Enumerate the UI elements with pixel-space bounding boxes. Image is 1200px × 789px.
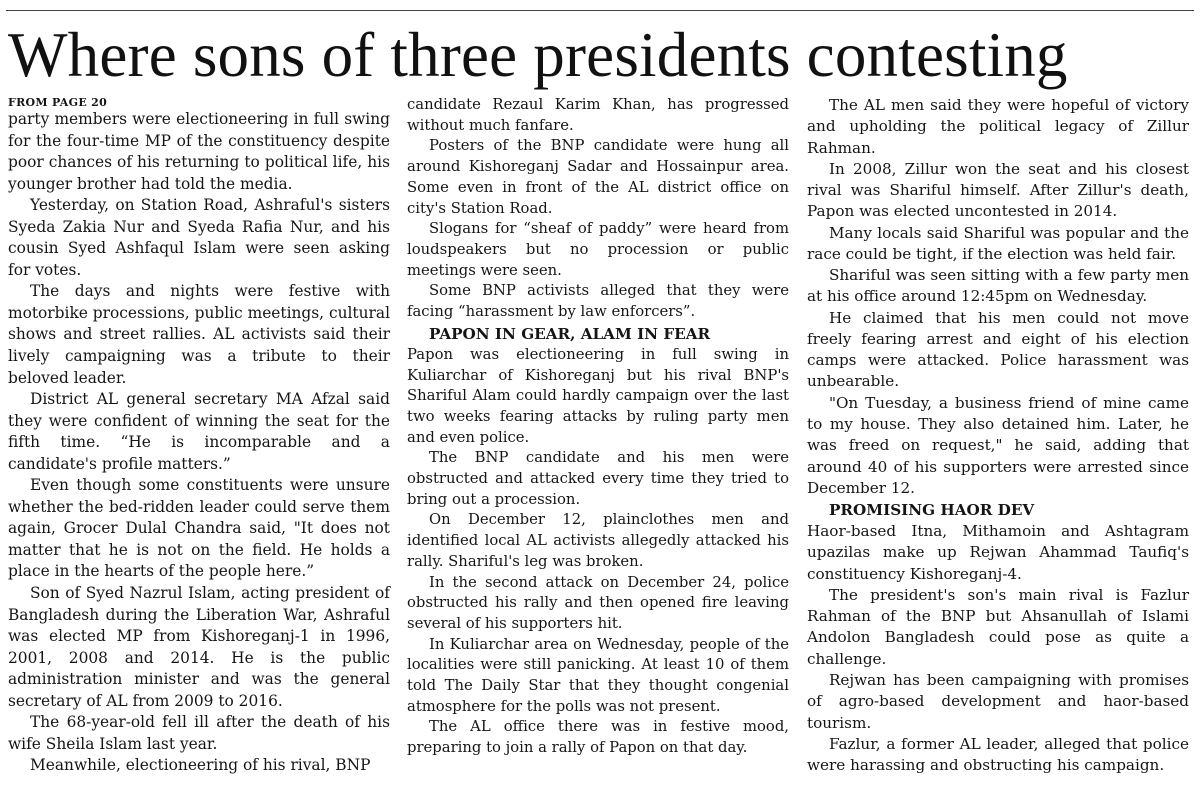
article-paragraph: party members were electioneering in full swing for the four-time MP of the constituency despite poor chances of his returning to political life, his younger brother had told the media. [8,110,390,193]
article-paragraph: District AL general secretary MA Afzal said they were confident of winning the seat for the fifth time. “He is incomparable and a candidate's profile matters.” [8,390,390,473]
headline: Where sons of three presidents contesting [8,20,1068,90]
article-paragraph: Papon was electioneering in full swing in Kuliarchar of Kishoreganj but his rival BNP's Shariful Alam could hardly campaign over the last two weeks fearing attacks by ruling party men and even police. [407,345,789,446]
from-page-label: FROM PAGE 20 [8,96,108,109]
subheading: PAPON IN GEAR, ALAM IN FEAR [429,324,711,343]
article-paragraph: The BNP candidate and his men were obstructed and attacked every time they tried to bring out a procession. [407,449,789,508]
article-paragraph: The president's son's main rival is Fazlur Rahman of the BNP but Ahsanullah of Islami Andolon Bangladesh could pose as quite a challenge. [807,585,1189,668]
article-paragraph: "On Tuesday, a business friend of mine came to my house. They also detained him. Later, he was freed on request," he said, adding that around 40 of his supporters were arrested since December 12. [807,393,1189,497]
article-paragraph: Many locals said Shariful was popular and the race could be tight, if the election was held fair. [807,223,1189,263]
article-paragraph: In 2008, Zillur won the seat and his closest rival was Shariful himself. After Zillur's death, Papon was elected uncontested in 2014. [807,159,1189,221]
article-paragraph: The AL office there was in festive mood, preparing to join a rally of Papon on that day. [407,718,789,757]
top-rule [6,10,1194,11]
article-paragraph: Son of Syed Nazrul Islam, acting president of Bangladesh during the Liberation War, Ashraful was elected MP from Kishoreganj-1 in 1996, 2001, 2008 and 2014. He is the public administration minister and was the general secretary of AL from 2009 to 2016. [8,584,390,710]
article-paragraph: Haor-based Itna, Mithamoin and Ashtagram upazilas make up Rejwan Ahammad Taufiq's constituency Kishoreganj-4. [807,522,1189,583]
article-paragraph: The 68-year-old fell ill after the death of his wife Sheila Islam last year. [8,713,390,753]
article-paragraph: Slogans for “sheaf of paddy” were heard from loudspeakers but no procession or public meetings were seen. [407,220,789,279]
article-paragraph: In Kuliarchar area on Wednesday, people of the localities were still panicking. At least 10 of them told The Daily Star that they thought congenial atmosphere for the polls was not present. [407,635,789,715]
article-paragraph: In the second attack on December 24, police obstructed his rally and then opened fire leaving several of his supporters hit. [407,573,789,632]
article-paragraph: He claimed that his men could not move freely fearing arrest and eight of his election camps were attacked. Police harassment was unbearable. [807,308,1189,391]
subheading: PROMISING HAOR DEV [829,501,1035,520]
article-column-2 [407,95,789,759]
article-paragraph: Some BNP activists alleged that they were facing “harassment by law enforcers”. [407,282,789,321]
article-paragraph: On December 12, plainclothes men and identified local AL activists allegedly attacked his rally. Shariful's leg was broken. [407,511,789,570]
article-paragraph: candidate Rezaul Karim Khan, has progressed without much fanfare. [407,96,789,134]
article-paragraph: Meanwhile, electioneering of his rival, BNP [30,756,371,775]
article-paragraph: The days and nights were festive with motorbike processions, public meetings, cultural shows and street rallies. AL activists said their lively campaigning was a tribute to their beloved leader. [8,282,390,387]
article-paragraph: Fazlur, a former AL leader, alleged that police were harassing and obstructing his campaign. [807,734,1189,775]
article-column-1 [8,95,390,777]
article-paragraph: Posters of the BNP candidate were hung all around Kishoreganj Sadar and Hossainpur area. Some even in front of the AL district office on city's Station Road. [407,137,789,217]
article-paragraph: Rejwan has been campaigning with promises of agro-based development and haor-based tourism. [807,671,1189,732]
article-paragraph: Yesterday, on Station Road, Ashraful's sisters Syeda Zakia Nur and Syeda Rafia Nur, and his cousin Syed Ashfaqul Islam were seen asking for votes. [8,196,390,279]
article-column-3 [807,95,1189,776]
article-paragraph: Shariful was seen sitting with a few party men at his office around 12:45pm on Wednesday. [807,266,1189,306]
article-paragraph: Even though some constituents were unsure whether the bed-ridden leader could serve them again, Grocer Dulal Chandra said, "It does not matter that he is not on the field. He holds a place in the hearts of the people here.” [8,476,390,581]
article-paragraph: The AL men said they were hopeful of victory and upholding the political legacy of Zillur Rahman. [807,96,1189,157]
